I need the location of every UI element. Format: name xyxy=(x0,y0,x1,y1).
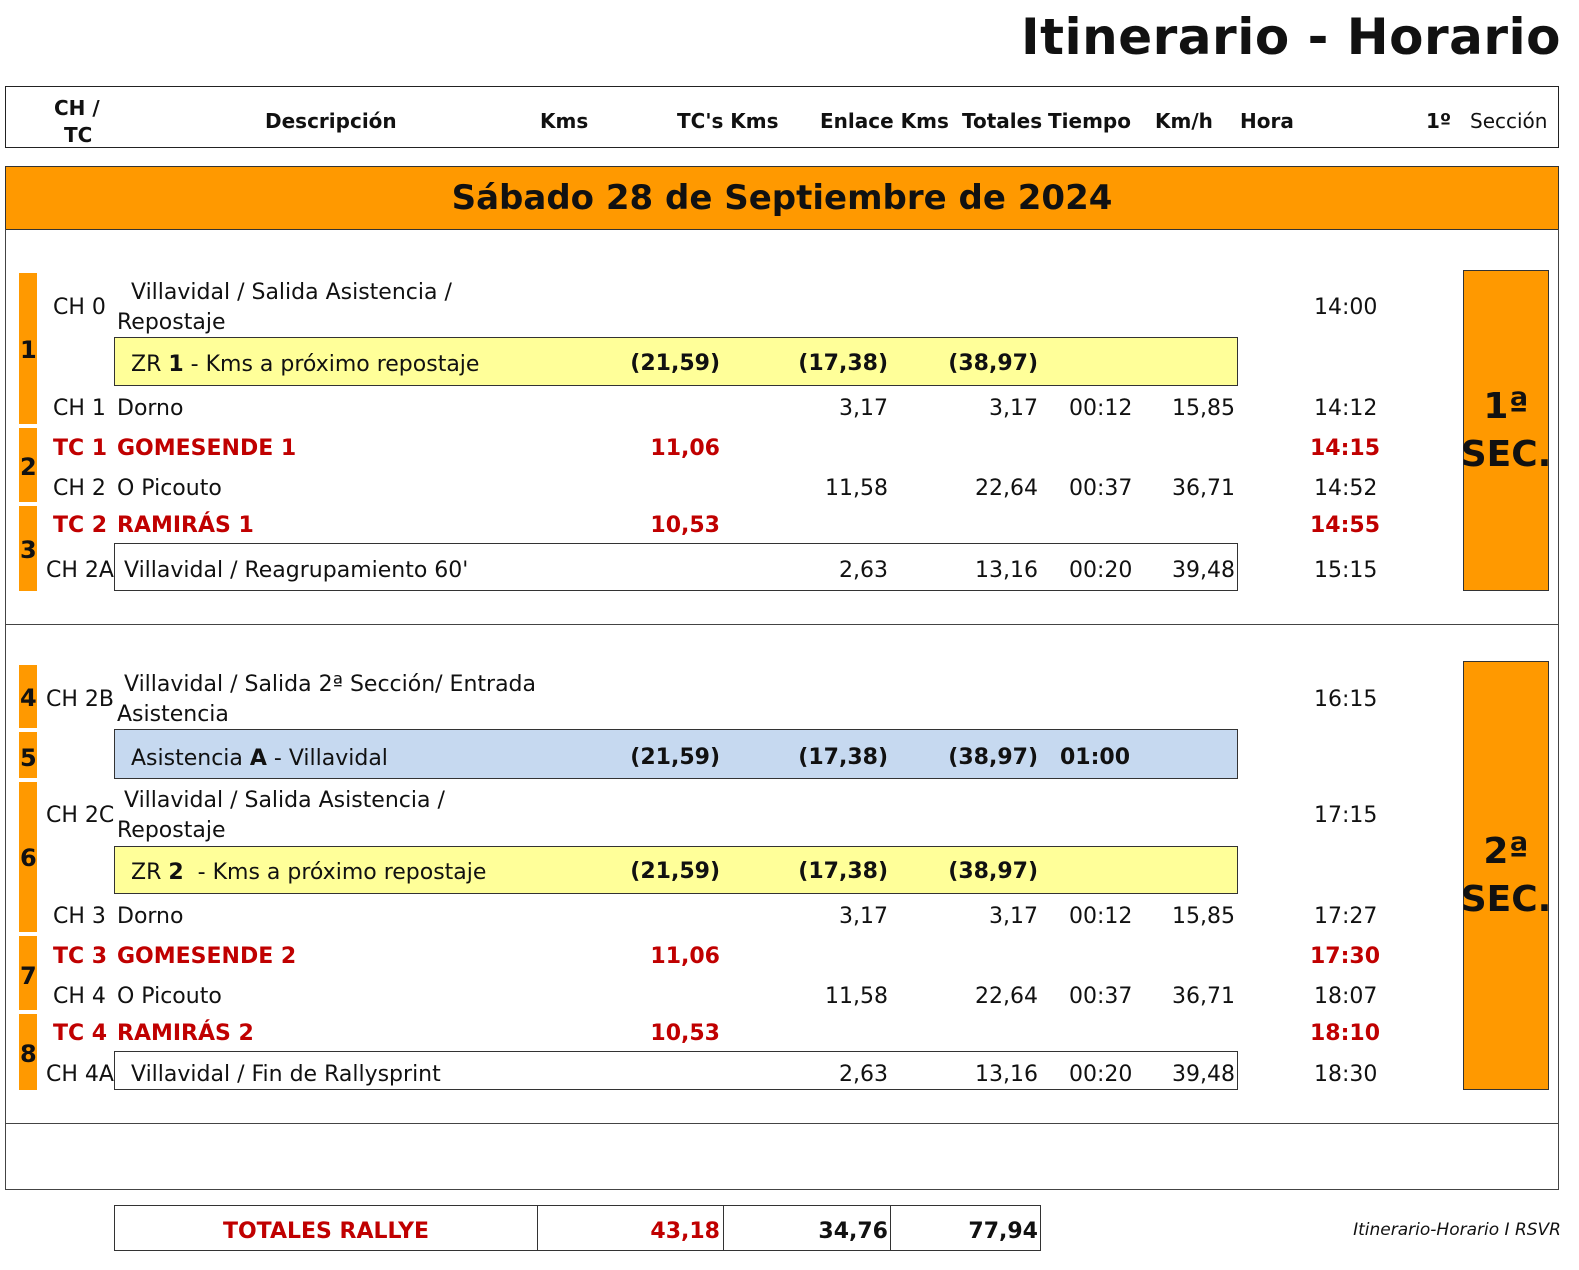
footer-note: Itinerario-Horario I RSVR xyxy=(1353,1220,1561,1240)
header-kmh: Km/h xyxy=(1155,109,1213,133)
section-divider xyxy=(5,624,1559,625)
row-total-kms: 13,16 xyxy=(975,558,1038,583)
date-text: Sábado 28 de Septiembre de 2024 xyxy=(451,178,1113,218)
row-total-kms: 3,17 xyxy=(989,904,1038,929)
row-hora: 17:15 xyxy=(1314,803,1378,828)
row-code: CH 2B xyxy=(46,687,114,712)
service-suffix: - Villavidal xyxy=(266,746,388,771)
row-enlace-kms: 2,63 xyxy=(839,1062,888,1087)
row-description: Asistencia xyxy=(117,702,229,727)
row-description: Repostaje xyxy=(117,310,226,335)
zr-suffix: - Kms a próximo repostaje xyxy=(183,860,487,885)
zr-number: 2 xyxy=(168,860,184,885)
row-hora: 18:30 xyxy=(1314,1062,1378,1087)
row-total-kms: 13,16 xyxy=(975,1062,1038,1087)
row-enlace-kms: (17,38) xyxy=(798,859,888,884)
row-code: CH 4 xyxy=(53,984,106,1009)
service-letter: A xyxy=(249,746,267,771)
row-tiempo: 00:37 xyxy=(1069,476,1133,501)
row-description: O Picouto xyxy=(117,476,222,501)
row-total-kms: 22,64 xyxy=(975,984,1038,1009)
row-tc-kms: 10,53 xyxy=(650,1021,720,1046)
row-description: Repostaje xyxy=(117,818,226,843)
header-ch-tc-line1: CH / xyxy=(54,96,100,120)
zr-prefix: ZR xyxy=(131,352,169,377)
header-descripcion: Descripción xyxy=(265,109,397,133)
row-description: Villavidal / Salida 2ª Sección/ Entrada xyxy=(124,672,536,697)
header-enlace-kms: Enlace Kms xyxy=(820,109,949,133)
zr-prefix: ZR xyxy=(131,860,169,885)
row-hora: 17:27 xyxy=(1314,904,1378,929)
row-enlace-kms: 11,58 xyxy=(825,476,888,501)
zr-number: 1 xyxy=(168,352,184,377)
row-kmh: 15,85 xyxy=(1172,396,1235,421)
row-total-kms: 22,64 xyxy=(975,476,1038,501)
header-hora: Hora xyxy=(1240,109,1294,133)
row-enlace-kms: (17,38) xyxy=(798,351,888,376)
group-number: 3 xyxy=(20,536,37,564)
group-number: 6 xyxy=(20,844,37,872)
row-tiempo: 00:20 xyxy=(1069,1062,1133,1087)
row-enlace-kms: 3,17 xyxy=(839,904,888,929)
header-primero: 1º xyxy=(1426,109,1452,133)
section-label-line: 1ª xyxy=(1483,385,1529,427)
row-kmh: 39,48 xyxy=(1172,1062,1235,1087)
header-tiempo: Tiempo xyxy=(1048,109,1131,133)
group-number: 5 xyxy=(20,744,37,772)
row-enlace-kms: 11,58 xyxy=(825,984,888,1009)
stage-name: RAMIRÁS 2 xyxy=(117,1021,254,1046)
row-kmh: 36,71 xyxy=(1172,984,1235,1009)
row-kmh: 15,85 xyxy=(1172,904,1235,929)
section-label-2 xyxy=(1460,661,1552,1090)
row-tiempo: 00:37 xyxy=(1069,984,1133,1009)
row-code: CH 2C xyxy=(46,803,115,828)
totals-tc-kms: 43,18 xyxy=(650,1219,720,1244)
header-kms: Kms xyxy=(540,109,589,133)
row-total-kms: (38,97) xyxy=(948,745,1038,770)
row-tiempo: 00:12 xyxy=(1069,904,1133,929)
date-banner xyxy=(5,166,1559,230)
row-tc-kms: 11,06 xyxy=(650,944,720,969)
stage-code: TC 3 xyxy=(53,944,108,969)
row-tc-kms: 11,06 xyxy=(650,436,720,461)
totals-total-kms: 77,94 xyxy=(968,1219,1038,1244)
row-hora: 14:12 xyxy=(1314,396,1378,421)
row-total-kms: (38,97) xyxy=(948,351,1038,376)
row-enlace-kms: 2,63 xyxy=(839,558,888,583)
row-hora: 17:30 xyxy=(1310,944,1381,969)
row-description: Villavidal / Salida Asistencia / xyxy=(131,280,452,305)
row-hora: 14:55 xyxy=(1310,513,1381,538)
group-number: 7 xyxy=(20,962,37,990)
row-description: Dorno xyxy=(117,904,184,929)
row-hora: 15:15 xyxy=(1314,558,1378,583)
row-tc-kms: (21,59) xyxy=(630,859,720,884)
row-tc-kms: (21,59) xyxy=(630,745,720,770)
group-number: 2 xyxy=(20,453,37,481)
row-hora: 14:52 xyxy=(1314,476,1378,501)
group-number: 8 xyxy=(20,1040,37,1068)
row-tiempo: 00:20 xyxy=(1069,558,1133,583)
page-title: Itinerario - Horario xyxy=(1020,8,1561,66)
row-kmh: 39,48 xyxy=(1172,558,1235,583)
row-code: CH 2A xyxy=(46,558,114,583)
group-number: 1 xyxy=(20,336,37,364)
row-hora: 16:15 xyxy=(1314,687,1378,712)
refuel-zone-label xyxy=(131,860,486,885)
section-label-line: SEC. xyxy=(1460,878,1552,920)
row-hora: 14:15 xyxy=(1310,436,1381,461)
group-number: 4 xyxy=(20,684,37,712)
row-total-kms: (38,97) xyxy=(948,859,1038,884)
stage-code: TC 1 xyxy=(53,436,108,461)
stage-name: RAMIRÁS 1 xyxy=(117,513,254,538)
zr-suffix: - Kms a próximo repostaje xyxy=(183,352,480,377)
row-description: Dorno xyxy=(117,396,184,421)
row-tiempo: 00:12 xyxy=(1069,396,1133,421)
stage-name: GOMESENDE 1 xyxy=(117,436,297,461)
row-hora: 18:10 xyxy=(1310,1021,1381,1046)
row-code: CH 4A xyxy=(46,1062,114,1087)
row-tc-kms: 10,53 xyxy=(650,513,720,538)
section-divider xyxy=(5,1123,1559,1124)
row-code: CH 1 xyxy=(53,396,106,421)
totals-label: TOTALES RALLYE xyxy=(222,1219,430,1244)
service-prefix: Asistencia xyxy=(131,746,250,771)
refuel-zone-label xyxy=(131,352,479,377)
row-enlace-kms: 3,17 xyxy=(839,396,888,421)
row-code: CH 2 xyxy=(53,476,106,501)
row-enlace-kms: (17,38) xyxy=(798,745,888,770)
row-hora: 14:00 xyxy=(1314,295,1378,320)
row-description: Villavidal / Fin de Rallysprint xyxy=(131,1062,441,1087)
section-label-line: SEC. xyxy=(1460,433,1552,475)
row-description: Villavidal / Reagrupamiento 60' xyxy=(124,558,469,583)
service-label xyxy=(131,746,388,771)
row-code: CH 0 xyxy=(53,295,106,320)
section-label-line: 2ª xyxy=(1483,830,1529,872)
header-ch-tc-line2: TC xyxy=(64,123,93,147)
row-description: O Picouto xyxy=(117,984,222,1009)
row-tc-kms: (21,59) xyxy=(630,351,720,376)
header-seccion: Sección xyxy=(1470,109,1548,133)
row-total-kms: 3,17 xyxy=(989,396,1038,421)
row-hora: 18:07 xyxy=(1314,984,1378,1009)
row-code: CH 3 xyxy=(53,904,106,929)
stage-code: TC 2 xyxy=(53,513,108,538)
stage-name: GOMESENDE 2 xyxy=(117,944,297,969)
stage-code: TC 4 xyxy=(53,1021,108,1046)
row-description: Villavidal / Salida Asistencia / xyxy=(124,788,445,813)
table-header xyxy=(5,86,1559,148)
header-totales: Totales xyxy=(962,109,1043,133)
section-label-1 xyxy=(1460,270,1552,591)
row-tiempo: 01:00 xyxy=(1060,745,1131,770)
totals-enlace-kms: 34,76 xyxy=(818,1219,888,1244)
header-tcs-kms: TC's Kms xyxy=(677,109,779,133)
row-kmh: 36,71 xyxy=(1172,476,1235,501)
